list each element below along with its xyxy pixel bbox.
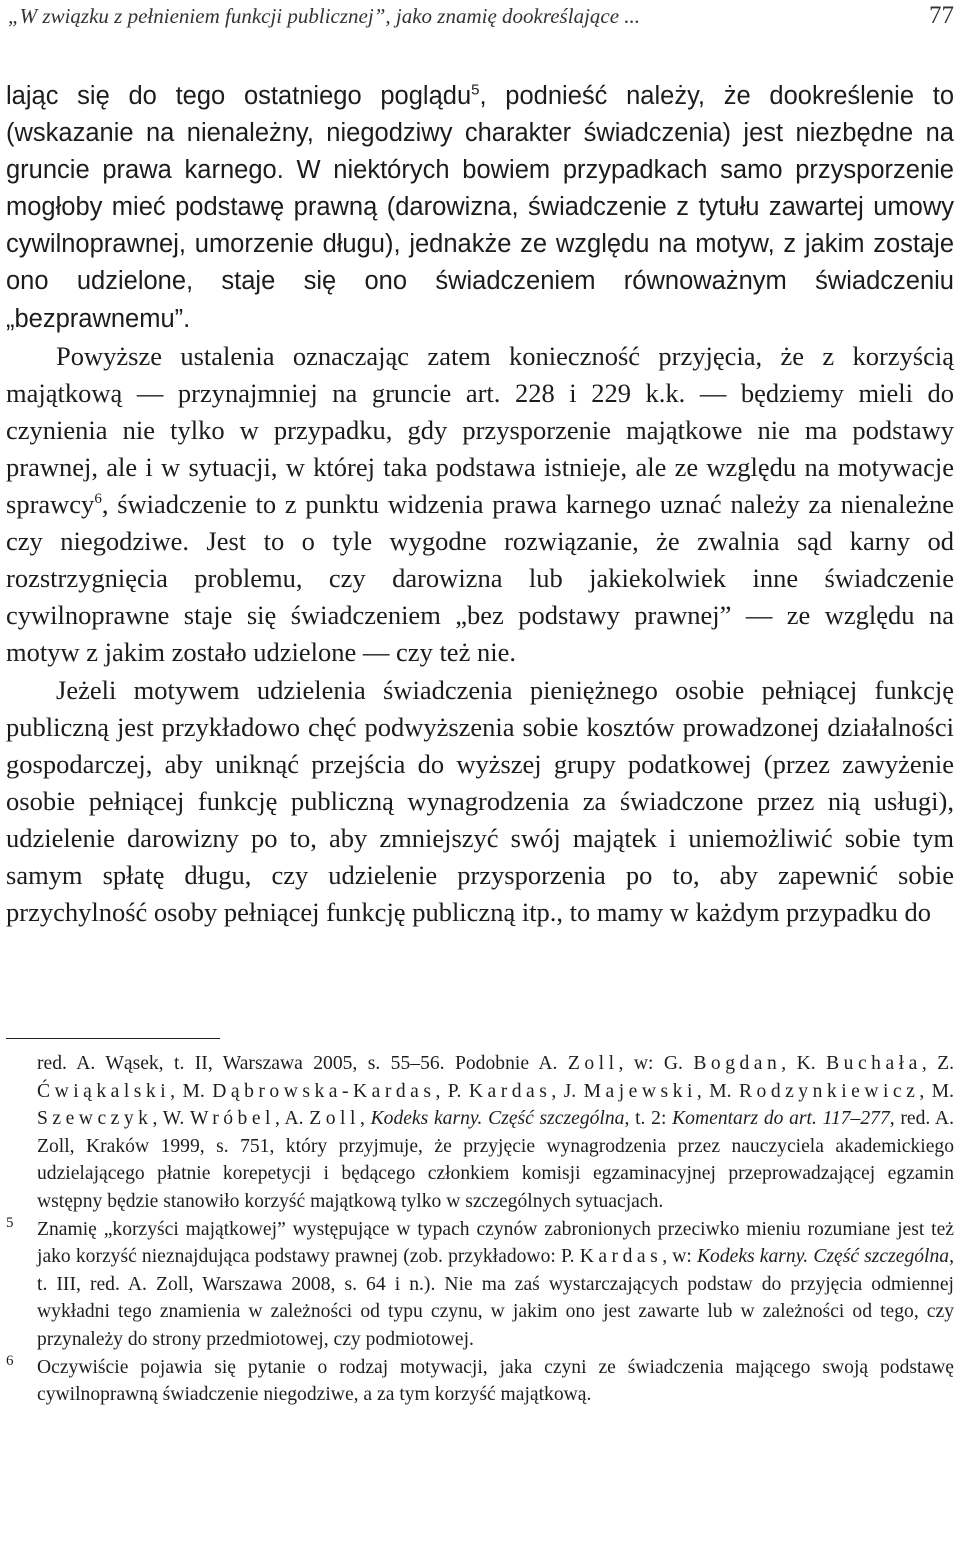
author-name: Kardas — [468, 1080, 552, 1102]
author-name: Zoll — [309, 1108, 360, 1130]
footnote-number: 6 — [6, 1352, 14, 1369]
paragraph-2-text-a: Powyższe ustalenia oznaczając zatem konieczność przyjęcia, że z korzyścią majątkową — przynajmniej na gruncie art. 228 i 229 k.k. — będziemy mieli do czynienia nie tylko w przypadku, gdy przysporzenie majątkowe nie ma podstawy prawnej, ale i w sytuacji, w której taka podstawa istnieje, ale ze względu na motywacje sprawcy — [6, 340, 954, 520]
author-name: Zoll — [567, 1053, 619, 1074]
footnote-6: 6 Oczywiście pojawia się pytanie o rodzaj motywacji, jaka czyni ze świadczenia mającego swoją podstawę cywilnoprawną świadczenie niegodziwe, a za tym korzyść majątkową. — [6, 1354, 954, 1409]
author-name: Szewczyk — [37, 1108, 153, 1130]
footnote-5: 5 Znamię „korzyści majątkowej” występujące w typach czynów zabronionych przeciwko mieniu rozumiane jest też jako korzyść nieznajdująca podstawy prawnej (zob. przykładowo: P. Kardas, w: Kodeks karny. Część szczególna, t. III, red. A. Zoll, Warszawa 2008, s. 64 i n.). Nie ma zaś wystarczających podstaw do przyjęcia odmiennej wykładni tego znamienia w zależności od typu czynu, w jakim ono jest zawarte lub w zależności od tego, czy przynależy do strony przedmiotowej, czy podmiotowej. — [6, 1216, 954, 1354]
footnote-separator — [6, 1038, 220, 1039]
author-name: Ćwiąkalski — [37, 1080, 171, 1102]
footnote-ref-6: 6 — [94, 491, 102, 508]
author-name: Wróbel — [190, 1108, 275, 1130]
paragraph-1-text-b: , podnieść należy, że dookreślenie to (wskazanie na nienależny, niegodziwy charakter świadczenia) jest niezbędne na gruncie prawa karnego. W niektórych bowiem przypadkach samo przysporzenie mogłoby mieć podstawę prawną (darowizna, świadczenie z tytułu zawartej umowy cywilnoprawnej, umorzenie długu), jednakże ze względu na motyw, z jakim zostaje ono udzielone, staje się ono świadczeniem równoważnym świadczeniu „bezprawnemu”. — [6, 82, 954, 333]
page-number: 77 — [929, 2, 954, 29]
author-name: Dąbrowska-Kardas — [212, 1080, 436, 1102]
book-title: Kodeks karny. Część szczególna — [370, 1108, 625, 1130]
author-name: Rodzynkiewicz — [738, 1080, 920, 1102]
footnotes — [6, 1050, 954, 1409]
footnote-number: 5 — [6, 1214, 14, 1231]
paragraph-2-text-b: , świadczenie to z punktu widzenia prawa karnego uznać należy za nienależne czy niegodziwe. Jest to o tyle wygodne rozwiązanie, że zwalnia sąd karny od rozstrzygnięcia problemu, czy darowizna lub jakiekolwiek inne świadczenie cywilnoprawne staje się świadczeniem „bez podstawy prawnej” — ze względu na motyw z jakim zostało udzielone — czy też nie. — [6, 489, 954, 668]
running-header — [6, 2, 954, 36]
author-name: Buchała — [826, 1053, 922, 1074]
paragraph-3: Jeżeli motywem udzielenia świadczenia pieniężnego osobie pełniącej funkcję publiczną jest przykładowo chęć podwyższenia sobie kosztów prowadzonej działalności gospodarczej, aby uniknąć przejścia do wyższej grupy podatkowej (przez zawyżenie osobie pełniącej funkcję publiczną wynagrodzenia za świadczone przez nią usługi), udzielenie darowizny po to, aby zmniejszyć swój majątek i uniemożliwić sobie tym samym spłatę długu, czy udzielenie przysporzenia po to, aby zapewnić sobie przychylność osoby pełniącej funkcję publiczną itp., to mamy w każdym przypadku do — [6, 674, 954, 928]
footnote-ref-5: 5 — [471, 81, 480, 99]
main-text — [6, 78, 954, 931]
author-name: Bogdan — [693, 1053, 782, 1074]
paragraph-2 — [6, 338, 954, 672]
book-title: Kodeks karny. Część szczególna — [696, 1246, 950, 1268]
footnote-continuation: red. A. Wąsek, t. II, Warszawa 2005, s. 55–56. Podobnie A. Zoll, w: G. Bogdan, K. Buchała, Z. Ćwiąkalski, M. Dąbrowska-Kardas, P. Kardas, J. Majewski, M. Rodzynkiewicz, M. Szewczyk, W. Wróbel, A. Zoll, Kodeks karny. Część szczególna, t. 2: Komentarz do art. 117–277, red. A. Zoll, Kraków 1999, s. 751, który przyjmuje, że przyjęcie wynagrodzenia przez nauczyciela akademickiego udzielającego płatnie korepetycji i będącego członkiem komisji egzaminacyjnej przeprowadzającej egzamin wstępny będzie stanowiło korzyść majątkową tylko w szczególnych sytuacjach. — [37, 1053, 955, 1212]
paragraph-1 — [6, 78, 954, 338]
book-title: Komentarz do art. 117–277 — [672, 1108, 890, 1130]
author-name: Majewski — [583, 1080, 697, 1102]
paragraph-1-text-a: lając się do tego ostatniego poglądu — [6, 82, 472, 110]
author-name: Kardas — [579, 1246, 663, 1268]
running-title: „W związku z pełnieniem funkcji publicznej”, jako znamię dookreślające ... — [8, 4, 641, 28]
